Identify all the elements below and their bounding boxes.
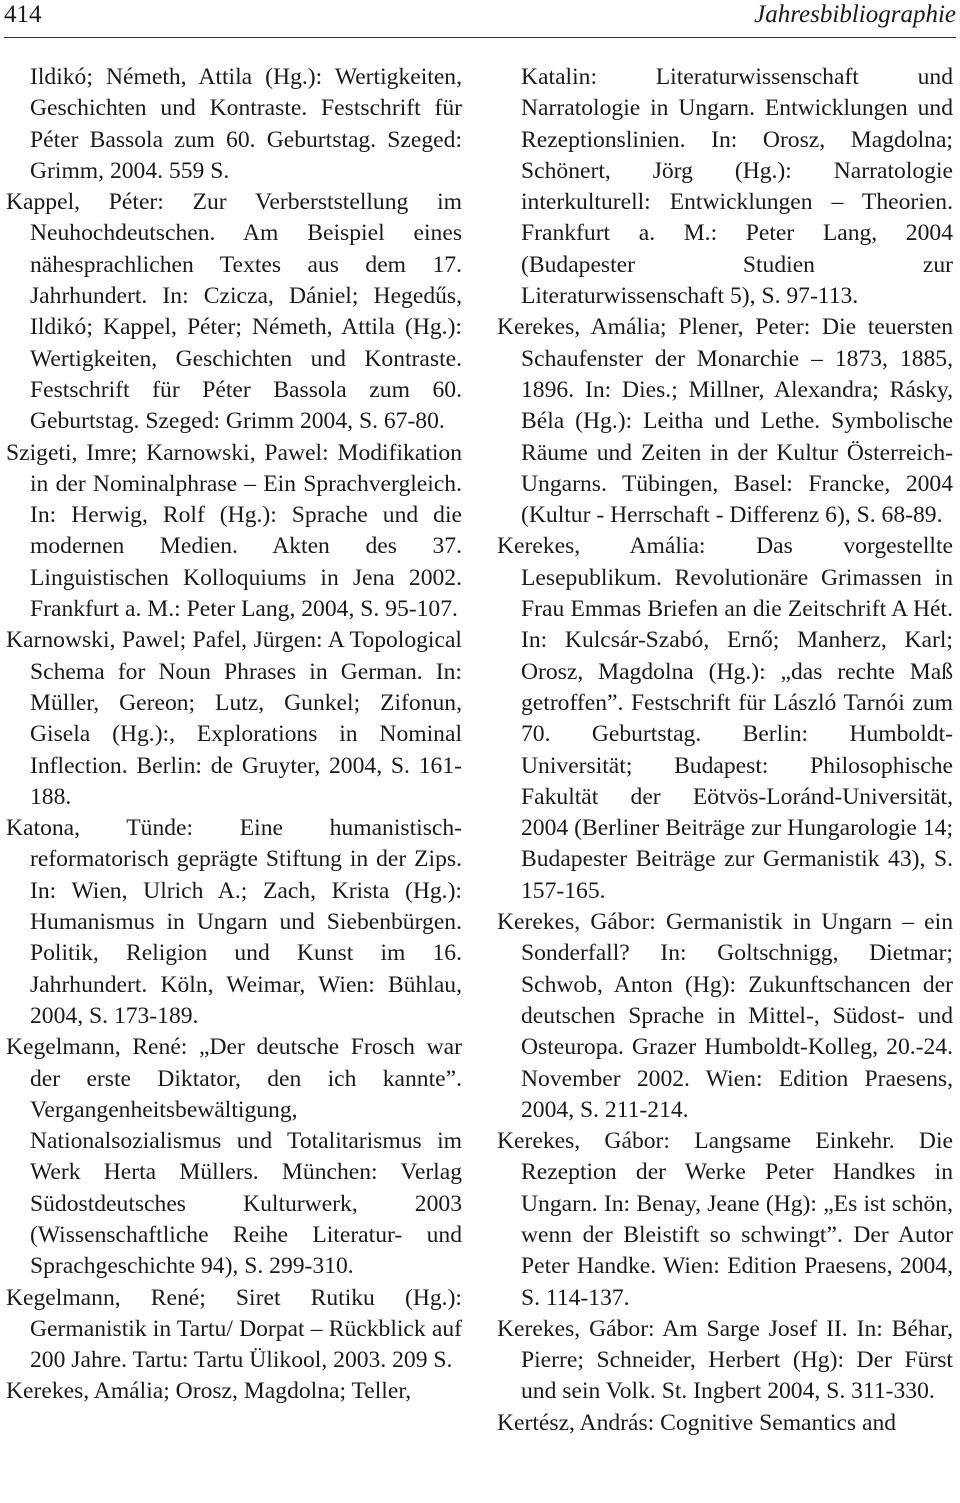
bib-entry: Kerekes, Gábor: Germanistik in Ungarn – ein Sonderfall? In: Goltschnigg, Dietmar; Schwob, Anton (Hg): Zukunftschancen der deutschen Sprache in Mittel-, Südost- und Osteuropa. Grazer Humboldt-Kolleg, 20.-24. November 2002. Wien: Edition Praesens, 2004, S. 211-214. <box>497 909 953 1123</box>
page-header <box>4 0 956 34</box>
bib-entry: Kerekes, Amália; Plener, Peter: Die teuersten Schaufenster der Monarchie – 1873, 1885, 1896. In: Dies.; Millner, Alexandra; Rásky, Béla (Hg.): Leitha und Lethe. Symbolische Räume und Zeiten in der Kultur Österreich-Ungarns. Tübingen, Basel: Francke, 2004 (Kultur - Herrschaft - Differenz 6), S. 68-89. <box>497 314 953 529</box>
bib-entry: Kappel, Péter: Zur Verberststellung im Neuhochdeutschen. Am Beispiel eines nähesprachlichen Textes aus dem 17. Jahrhundert. In: Czicza, Dániel; Hegedűs, Ildikó; Kappel, Péter; Németh, Attila (Hg.): Wertigkeiten, Geschichten und Kontraste. Festschrift für Péter Bassola zum 60. Geburtstag. Szeged: Grimm 2004, S. 67-80. <box>6 189 462 435</box>
bib-entry: Kerekes, Gábor: Langsame Einkehr. Die Rezeption der Werke Peter Handkes in Ungarn. In: Benay, Jeane (Hg): „Es ist schön, wenn der Bleistift so schwingt”. Der Autor Peter Handke. Wien: Edition Praesens, 2004, S. 114-137. <box>497 1128 953 1311</box>
bib-entry: Kegelmann, René: „Der deutsche Frosch war der erste Diktator, den ich kannte”. Vergangenheitsbewältigung, Nationalsozialismus und Totalitarismus im Werk Herta Müllers. München: Verlag Südostdeutsches Kulturwerk, 2003 (Wissenschaftliche Reihe Literatur- und Sprachgeschichte 94), S. 299-310. <box>6 1034 462 1280</box>
bib-entry: Kerekes, Gábor: Am Sarge Josef II. In: Béhar, Pierre; Schneider, Herbert (Hg): Der Fürst und sein Volk. St. Ingbert 2004, S. 311-330. <box>497 1315 953 1405</box>
running-title: Jahresbibliographie <box>754 1 956 28</box>
bib-entry: Kegelmann, René; Siret Rutiku (Hg.): Germanistik in Tartu/ Dorpat – Rückblick auf 200 Jahre. Tartu: Tartu Ülikool, 2003. 209 S. <box>6 1284 462 1374</box>
left-column <box>6 62 462 1408</box>
bib-entry: Katalin: Literaturwissenschaft und Narratologie in Ungarn. Entwicklungen und Rezeptionslinien. In: Orosz, Magdolna; Schönert, Jörg (Hg.): Narratologie interkulturell: Entwicklungen – Theorien. Frankfurt a. M.: Peter Lang, 2004 (Budapester Studien zur Literaturwissenschaft 5), S. 97-113. <box>521 64 953 310</box>
bib-entry: Kerekes, Amália: Das vorgestellte Lesepublikum. Revolutionäre Grimassen in Frau Emmas Briefen an die Zeitschrift A Hét. In: Kulcsár-Szabó, Ernő; Manherz, Karl; Orosz, Magdolna (Hg.): „das rechte Maß getroffen”. Festschrift für László Tarnói zum 70. Geburtstag. Berlin: Humboldt-Universität; Budapest: Philosophische Fakultät der Eötvös-Loránd-Universität, 2004 (Berliner Beiträge zur Hungarologie 14; Budapester Beiträge zur Germanistik 43), S. 157-165. <box>497 533 953 904</box>
right-column <box>497 62 953 1439</box>
bib-entry: Szigeti, Imre; Karnowski, Pawel: Modifikation in der Nominalphrase – Ein Sprachvergleich. In: Herwig, Rolf (Hg.): Sprache und die modernen Medien. Akten des 37. Linguistischen Kolloquiums in Jena 2002. Frankfurt a. M.: Peter Lang, 2004, S. 95-107. <box>6 439 462 623</box>
bib-entry: Katona, Tünde: Eine humanistisch-reformatorisch geprägte Stiftung in der Zips. In: Wien, Ulrich A.; Zach, Krista (Hg.): Humanismus in Ungarn und Siebenbürgen. Politik, Religion und Kunst im 16. Jahrhundert. Köln, Weimar, Wien: Bühlau, 2004, S. 173-189. <box>6 815 462 1029</box>
header-rule <box>4 37 956 38</box>
page-number: 414 <box>4 1 42 28</box>
bib-entry: Kertész, András: Cognitive Semantics and <box>497 1409 897 1436</box>
bib-entry: Karnowski, Pawel; Pafel, Jürgen: A Topological Schema for Noun Phrases in German. In: Müller, Gereon; Lutz, Gunkel; Zifonun, Gisela (Hg.):, Explorations in Nominal Inflection. Berlin: de Gruyter, 2004, S. 161-188. <box>6 627 462 810</box>
bib-entry: Kerekes, Amália; Orosz, Magdolna; Teller, <box>6 1378 412 1405</box>
bib-entry: Ildikó; Németh, Attila (Hg.): Wertigkeiten, Geschichten und Kontraste. Festschrift für Péter Bassola zum 60. Geburtstag. Szeged: Grimm, 2004. 559 S. <box>30 64 462 184</box>
